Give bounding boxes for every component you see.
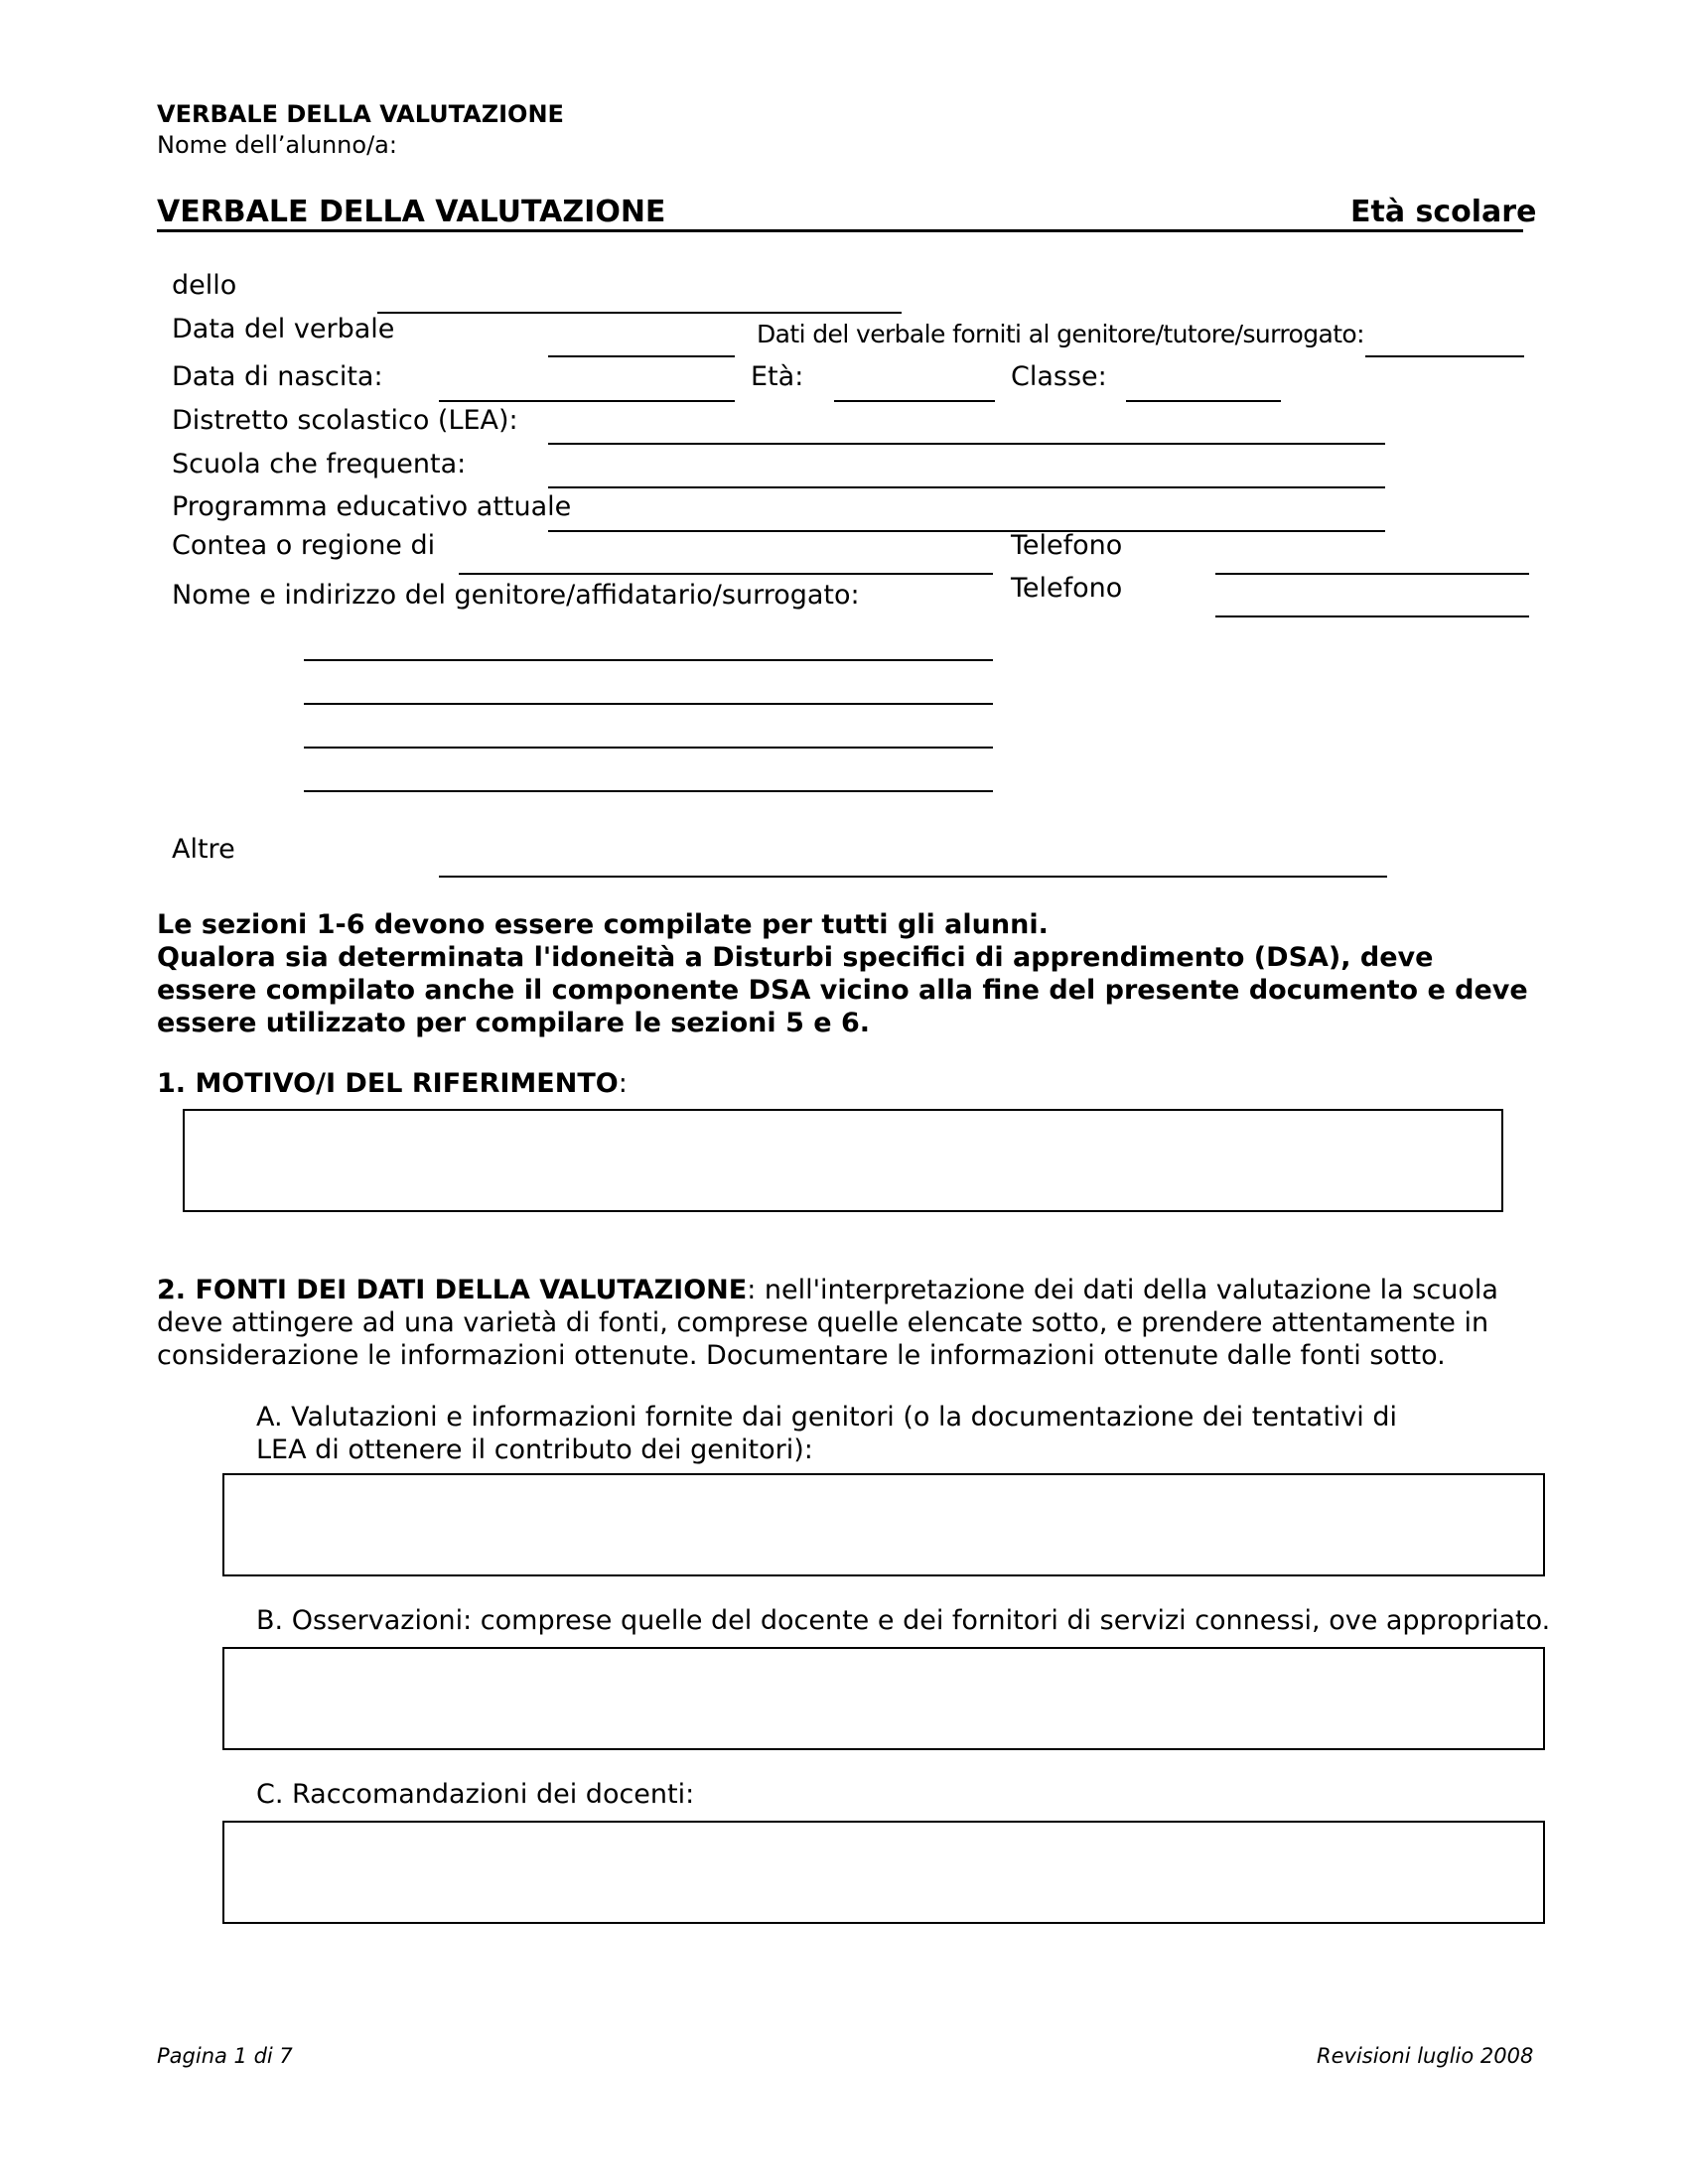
section-2c-label: C. Raccomandazioni dei docenti:	[256, 1779, 695, 1810]
dello-label: dello	[172, 270, 237, 301]
classe-field[interactable]	[1126, 400, 1281, 402]
distretto-field[interactable]	[548, 443, 1385, 445]
indirizzo-field-2[interactable]	[304, 703, 993, 705]
altre-field[interactable]	[439, 876, 1387, 878]
data-nascita-field[interactable]	[439, 400, 735, 402]
motivo-riferimento-box[interactable]	[183, 1109, 1503, 1212]
altre-label: Altre	[172, 834, 235, 865]
section-1-colon: :	[618, 1068, 628, 1099]
section-2a-label: A. Valutazioni e informazioni fornite dai genitori (o la documentazione dei tentativi di LEA di ottenere il contributo dei genitori):	[256, 1402, 1397, 1465]
student-name-label: Nome dell’alunno/a:	[157, 131, 397, 159]
title-underline	[157, 229, 1523, 232]
contea-label: Contea o regione di	[172, 530, 436, 561]
eta-field[interactable]	[834, 400, 995, 402]
data-verbale-label: Data del verbale	[172, 314, 395, 344]
top-title: VERBALE DELLA VALUTAZIONE	[157, 100, 564, 128]
footer-revision: Revisioni luglio 2008	[1317, 2044, 1534, 2068]
section-2-text: : nell'interpretazione dei dati della valutazione la scuola deve attingere ad una varietà di fonti, comprese quelle elencate sotto, e prendere attentamente in considerazione le informazioni ottenute. Documentare le informazioni ottenute dalle fonti sotto.	[157, 1275, 1498, 1371]
section-1-heading	[157, 1068, 628, 1100]
section-2-title: 2. FONTI DEI DATI DELLA VALUTAZIONE	[157, 1275, 748, 1305]
nome-indirizzo-label: Nome e indirizzo del genitore/affidatario/surrogato:	[172, 580, 860, 611]
indirizzo-field-3[interactable]	[304, 747, 993, 749]
section-2a-box[interactable]	[222, 1473, 1545, 1576]
section-2b-label: B. Osservazioni: comprese quelle del docente e dei fornitori di servizi connessi, ove appropriato.	[256, 1605, 1551, 1636]
scuola-label: Scuola che frequenta:	[172, 449, 467, 479]
contea-field[interactable]	[459, 573, 993, 575]
telefono-1-label: Telefono	[1011, 530, 1123, 561]
age-group-label: Età scolare	[1350, 195, 1537, 229]
footer-page-number: Pagina 1 di 7	[157, 2044, 293, 2068]
section-2-intro	[157, 1274, 1537, 1372]
dati-verbale-forniti-field[interactable]	[1365, 355, 1524, 357]
programma-field[interactable]	[548, 530, 1385, 532]
indirizzo-field-1[interactable]	[304, 659, 993, 661]
scuola-field[interactable]	[548, 486, 1385, 488]
data-nascita-label: Data di nascita:	[172, 361, 383, 392]
instructions-line-2: Qualora sia determinata l'idoneità a Disturbi specifici di apprendimento (DSA), deve essere compilato anche il componente DSA vicino alla fine del presente documento e deve essere utilizzato per compilare le sezioni 5 e 6.	[157, 942, 1528, 1038]
section-2c-box[interactable]	[222, 1821, 1545, 1924]
indirizzo-field-4[interactable]	[304, 790, 993, 792]
programma-label: Programma educativo attuale	[172, 491, 572, 522]
classe-label: Classe:	[1011, 361, 1107, 392]
dello-field[interactable]	[377, 312, 902, 314]
distretto-label: Distretto scolastico (LEA):	[172, 405, 518, 436]
data-verbale-field[interactable]	[548, 355, 735, 357]
main-title: VERBALE DELLA VALUTAZIONE	[157, 195, 666, 229]
section-1-title: 1. MOTIVO/I DEL RIFERIMENTO	[157, 1068, 619, 1099]
dati-verbale-forniti-label: Dati del verbale forniti al genitore/tutore/surrogato:	[757, 320, 1364, 348]
section-2b-box[interactable]	[222, 1647, 1545, 1750]
eta-label: Età:	[751, 361, 804, 392]
telefono-2-field[interactable]	[1215, 615, 1529, 617]
instructions-line-1: Le sezioni 1-6 devono essere compilate per tutti gli alunni.	[157, 909, 1049, 940]
telefono-2-label: Telefono	[1011, 573, 1123, 604]
telefono-1-field[interactable]	[1215, 573, 1529, 575]
